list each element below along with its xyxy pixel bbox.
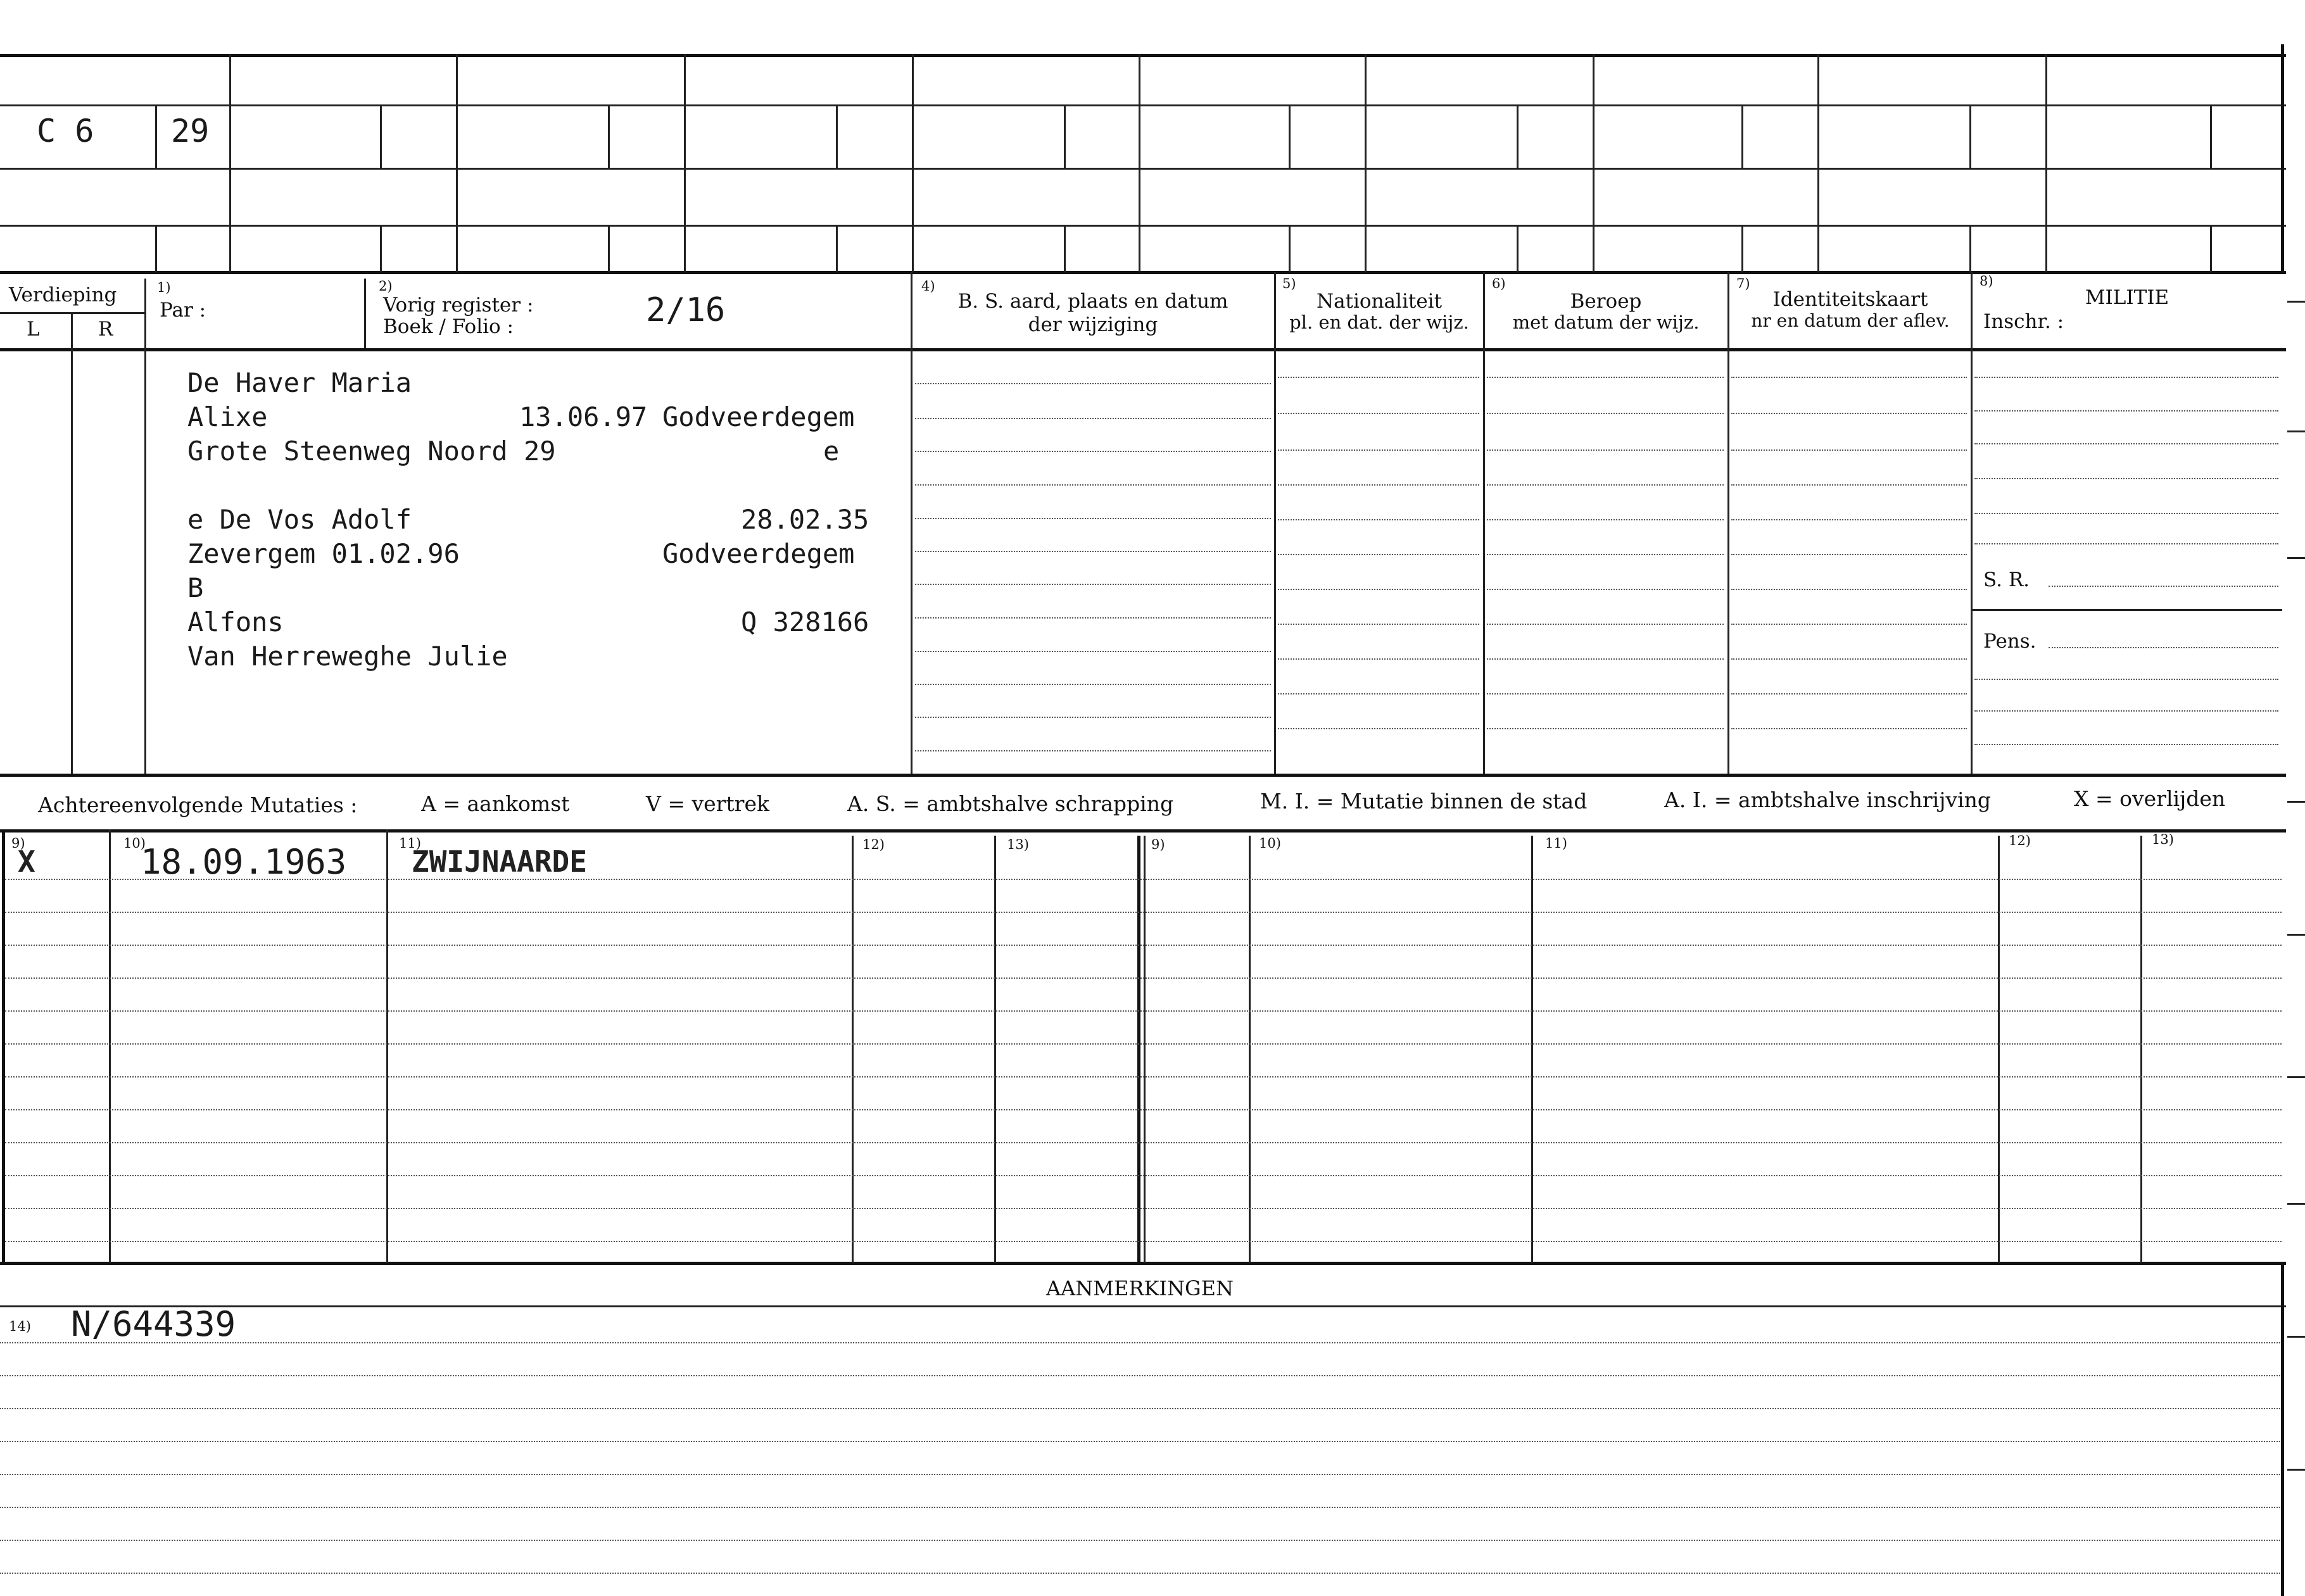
mut-col-13-right: 13)	[2152, 832, 2174, 847]
boek-folio-value: 2/16	[646, 291, 726, 329]
id-header-line2: nr en datum der aflev.	[1751, 310, 1950, 331]
boek-folio-label: Boek / Folio :	[383, 315, 514, 338]
person-address: Grote Steenweg Noord 29	[187, 436, 556, 467]
mut-col-13-left: 13)	[1007, 837, 1029, 852]
legend-v: V = vertrek	[646, 791, 769, 816]
note-14: 14)	[9, 1319, 31, 1334]
person-firstname: Alixe	[187, 401, 268, 432]
vorig-register-label: Vorig register :	[383, 294, 534, 317]
legend-as: A. S. = ambtshalve schrapping	[847, 791, 1174, 816]
note-1: 1)	[157, 280, 171, 295]
mutation-type: X	[18, 845, 35, 879]
person-name: De Haver Maria	[187, 367, 412, 398]
remarks-title: AANMERKINGEN	[1046, 1276, 1234, 1300]
mutation-date: 18.09.1963	[141, 842, 347, 882]
legend-ai: A. I. = ambtshalve inschrijving	[1664, 788, 1992, 812]
mut-col-12-right: 12)	[2009, 833, 2031, 848]
mutation-place: ZWIJNAARDE	[412, 845, 587, 879]
spouse-place: Godveerdegem	[662, 538, 855, 569]
note-7: 7)	[1736, 276, 1750, 291]
mut-col-11-left: 11)	[399, 836, 421, 851]
inschr-label: Inschr. :	[1983, 310, 2064, 333]
note-6: 6)	[1492, 276, 1506, 291]
person-birthplace: Godveerdegem	[662, 401, 855, 432]
note-5: 5)	[1282, 276, 1296, 291]
legend-mi: M. I. = Mutatie binnen de stad	[1260, 789, 1588, 814]
par-label: Par :	[160, 299, 206, 322]
beroep-header-line1: Beroep	[1570, 290, 1642, 313]
mut-col-10-left: 10)	[123, 836, 146, 851]
mut-col-9-right: 9)	[1151, 837, 1165, 852]
sr-label: S. R.	[1983, 569, 2030, 591]
id-header-line1: Identiteitskaart	[1772, 288, 1928, 311]
card-number: 29	[171, 113, 210, 149]
mut-col-10-right: 10)	[1259, 836, 1281, 851]
beroep-header-line2: met datum der wijz.	[1512, 311, 1700, 333]
legend-a: A = aankomst	[421, 791, 570, 816]
militie-header: MILITIE	[2085, 286, 2169, 309]
note-2: 2)	[379, 279, 393, 294]
mother-name: Van Herreweghe Julie	[187, 641, 508, 672]
spouse-birth: Zevergem 01.02.96	[187, 538, 460, 569]
mut-col-12-left: 12)	[862, 837, 885, 852]
person-birthdate: 13.06.97	[519, 401, 648, 432]
bs-header-line2: der wijziging	[1028, 313, 1158, 336]
card-code: C 6	[37, 113, 94, 149]
note-4: 4)	[921, 279, 935, 294]
legend-x: X = overlijden	[2074, 786, 2226, 811]
nat-header-line2: pl. en dat. der wijz.	[1289, 311, 1469, 333]
col-r-label: R	[98, 318, 113, 341]
person-b: B	[187, 572, 204, 603]
nat-header-line1: Nationaliteit	[1316, 290, 1443, 313]
father-name: Alfons	[187, 606, 284, 638]
id-code: Q 328166	[741, 606, 869, 638]
bs-header-line1: B. S. aard, plaats en datum	[957, 290, 1228, 313]
remarks-entry: N/644339	[71, 1304, 236, 1344]
mutations-title: Achtereenvolgende Mutaties :	[38, 793, 358, 817]
col-l-label: L	[27, 318, 40, 341]
note-8: 8)	[1980, 273, 1993, 289]
verdieping-label: Verdieping	[9, 284, 117, 306]
mut-col-9-left: 9)	[11, 836, 25, 851]
mut-col-11-right: 11)	[1545, 836, 1567, 851]
pens-label: Pens.	[1983, 630, 2037, 653]
person-address-suffix: e	[823, 436, 840, 467]
spouse-name: e De Vos Adolf	[187, 504, 412, 535]
spouse-date: 28.02.35	[741, 504, 869, 535]
